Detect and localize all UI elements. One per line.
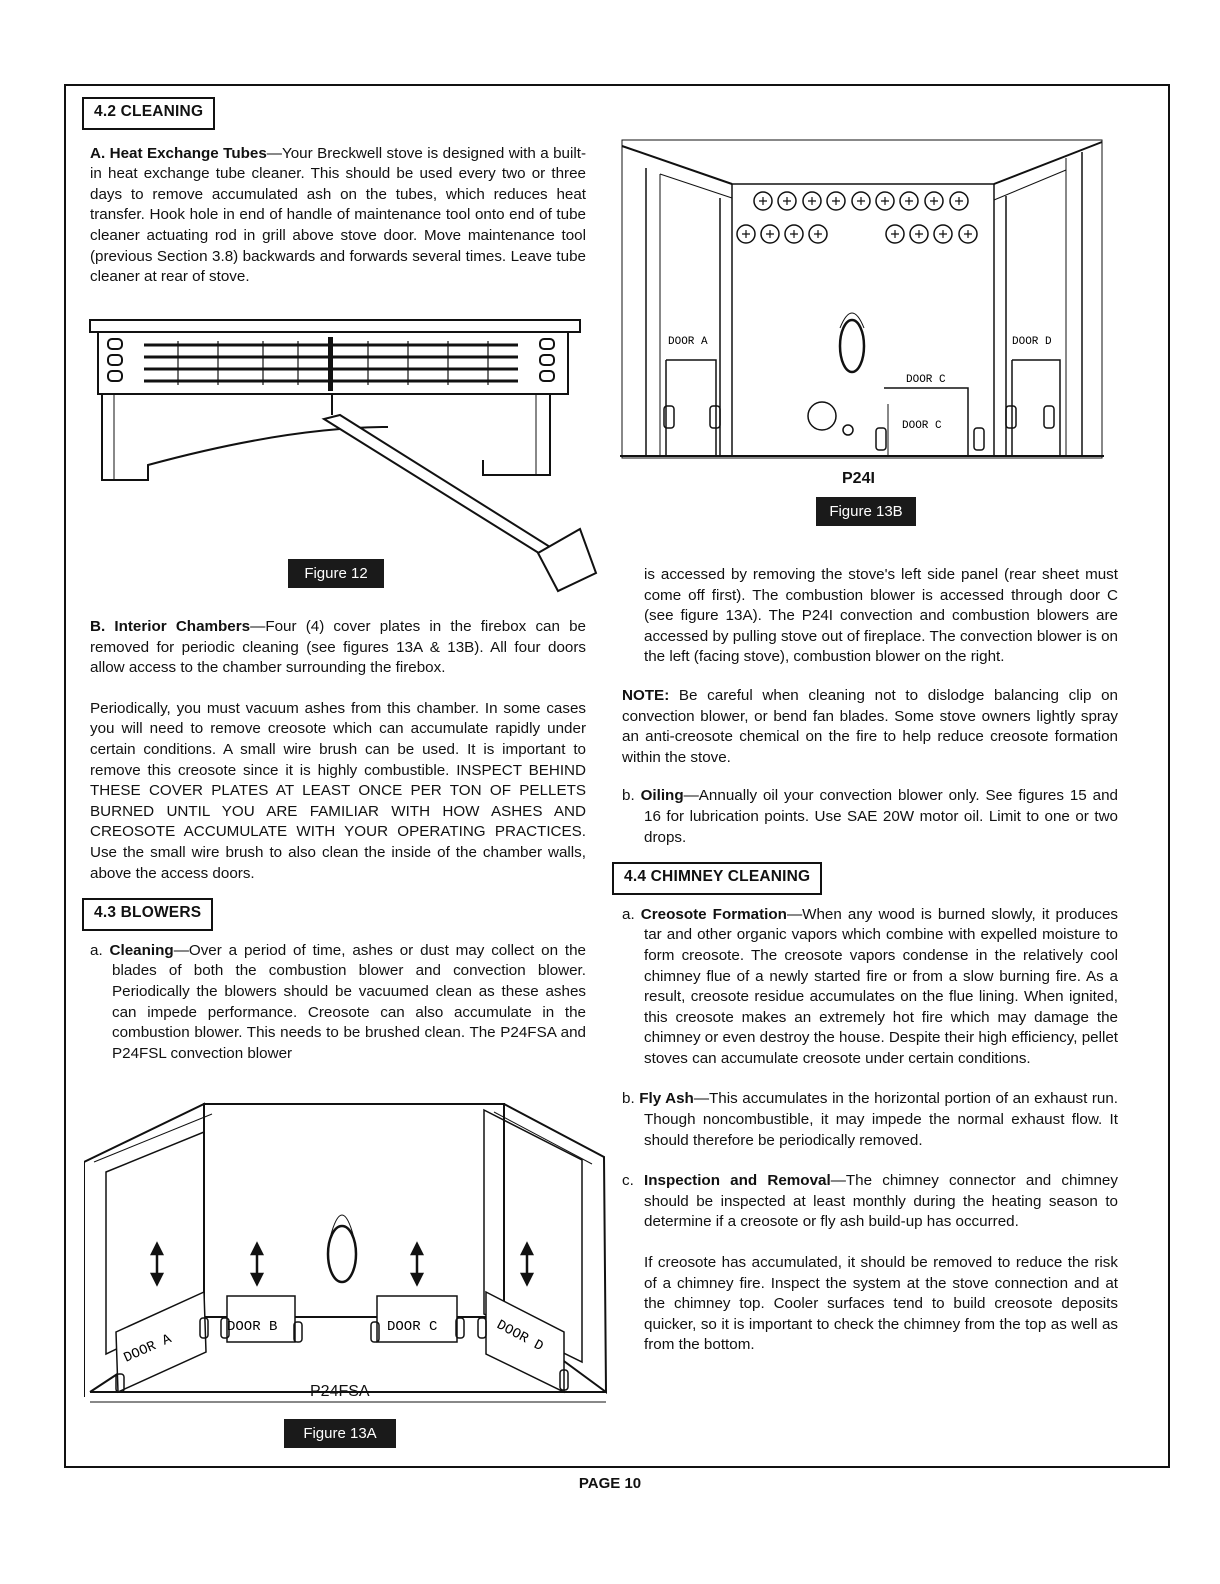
cleaning-heading: Cleaning [109,941,174,959]
note-paragraph [612,686,1118,768]
door-a-label-13b: DOOR A [668,336,708,348]
fly-ash-marker: b. [622,1090,635,1108]
left-column-top [82,97,586,302]
figure-13b-label: Figure 13B [816,497,916,526]
oiling-heading: Oiling [640,787,684,805]
note-heading: NOTE: [622,686,670,704]
heat-exchange-heading: A. Heat Exchange Tubes [90,144,267,162]
section-4-2-heading: 4.2 CLEANING [82,97,215,130]
interior-chambers-text: —Four (4) cover plates in the firebox can be removed for periodic cleaning (see figures 13A & 13B). All four doors allow access to the chamber surrounding the firebox. [90,618,586,677]
figure-13b-caption: P24I [842,470,875,487]
cleaning-text: —Over a period of time, ashes or dust may collect on the blades of both the combustion blower and convection blower. Periodically the blowers should be vacuumed clean as these ashes can impede performance. Creosote can also accumulate in the combustion blower. This needs to be brushed clean. The P24FSA and P24FSL convection blower [112,941,586,1062]
note-text: Be careful when cleaning not to dislodge balancing clip on convection blower, or bend fan blades. Some stove owners lightly spray an anti-creosote chemical on the fire to help reduce creosote formation within the stove. [622,686,1118,766]
heat-exchange-text: —Your Breckwell stove is designed with a built-in heat exchange tube cleaner. This should be used every two or three days to remove accumulated ash on the tubes, which reduces heat transfer. Hook hole in end of handle of maintenance tool onto end of tube cleaner actuating rod in grill above stove door. Move maintenance tool (previous Section 3.8) backwards and forwards several times. Leave tube cleaner at rear of stove. [90,144,587,286]
creosote-heading: Creosote Formation [640,905,787,923]
heat-exchange-paragraph [82,144,586,288]
fly-ash-text: —This accumulates in the horizontal portion of an exhaust run. Though noncombustible, it may impede the normal exhaust flow. It should therefore be periodically removed. [644,1090,1118,1149]
blower-access-paragraph: is accessed by removing the stove's left side panel (rear sheet must come off first). The combustion blower is accessed through door C (see figure 13A). The P24I convection and combustion blowers are accessed by pulling stove out of fireplace. The convection blower is on the left (facing stove), combustion blower on the right. [644,566,1118,666]
oiling-marker: b. [622,787,635,805]
figure-12-label: Figure 12 [288,559,384,588]
interior-chambers-heading: B. Interior Chambers [90,618,251,635]
figure-13a-label: Figure 13A [284,1419,396,1448]
figure-13a-diagram [84,1092,612,1422]
door-c-label-13b-plate: DOOR C [902,420,942,432]
inspection-marker: c. [622,1172,634,1190]
creosote-text: —When any wood is burned slowly, it produces tar and other organic vapors which combine with expelled moisture to form creosote. The creosote vapors condense in the relatively cool chimney flue of a newly started fire or from a slow burning fire. As a result, creosote residue accumulates on the flue lining. When ignited, this creosote makes an extremely hot fire which may damage the chimney or even destroy the house. Despite their high efficiency, pellet stoves can accumulate creosote under certain conditions. [644,905,1118,1067]
creosote-marker: a. [622,905,635,923]
figure-13a-caption: P24FSA [310,1383,370,1400]
inspection-paragraph [612,1171,1118,1233]
left-column-middle [90,617,586,1078]
inspection-heading: Inspection and Removal [644,1172,831,1190]
door-d-label-13a: DOOR D [493,1317,546,1356]
figure-13b-diagram [620,138,1104,460]
removal-paragraph: If creosote has accumulated, it should be removed to reduce the risk of a chimney fire. Inspect the system at the stove connection and at the chimney top. Cooler surfaces tend to build creosote deposits quicker, so it is important to check the chimney from the top as well as from the bottom. [644,1254,1118,1354]
fly-ash-heading: Fly Ash [639,1090,694,1108]
door-a-label-13a: DOOR A [121,1331,175,1367]
creosote-formation-paragraph [612,905,1118,1070]
oiling-text: —Annually oil your convection blower only. See figures 15 and 16 for lubrication points. Use SAE 20W motor oil. Limit to one or two drops. [644,787,1118,846]
inspection-text: —The chimney connector and chimney should be inspected at least monthly during the heating season to determine if a creosote or fly ash build-up has occurred. [644,1172,1118,1231]
fly-ash-paragraph [612,1089,1118,1151]
cleaning-marker: a. [90,941,103,959]
door-d-label-13b: DOOR D [1012,336,1052,348]
right-column [612,565,1118,1370]
door-c-label-13b-top: DOOR C [906,374,946,386]
page-number: PAGE 10 [578,1475,642,1492]
periodic-vacuum-paragraph: Periodically, you must vacuum ashes from this chamber. In some cases you will need to remove creosote which can accumulate rapidly under certain conditions. A small wire brush can be used. It is important to remove this creosote since it is highly combustible. INSPECT BEHIND THESE COVER PLATES AT LEAST ONCE PER TON OF PELLETS BURNED UNTIL YOU ARE FAMILIAR WITH HOW ASHES AND CREOSOTE ACCUMULATE WITH YOUR OPERATING PRACTICES. Use the small wire brush to also clean the inside of the chamber walls, above the access doors. [90,699,586,882]
section-4-4-heading: 4.4 CHIMNEY CLEANING [612,862,822,895]
door-c-label-13a: DOOR C [387,1319,438,1335]
interior-chambers-paragraph [90,617,586,679]
oiling-paragraph [612,786,1118,848]
blowers-cleaning-paragraph [90,941,586,1065]
door-b-label-13a: DOOR B [227,1319,278,1335]
section-4-3-heading: 4.3 BLOWERS [82,898,213,931]
